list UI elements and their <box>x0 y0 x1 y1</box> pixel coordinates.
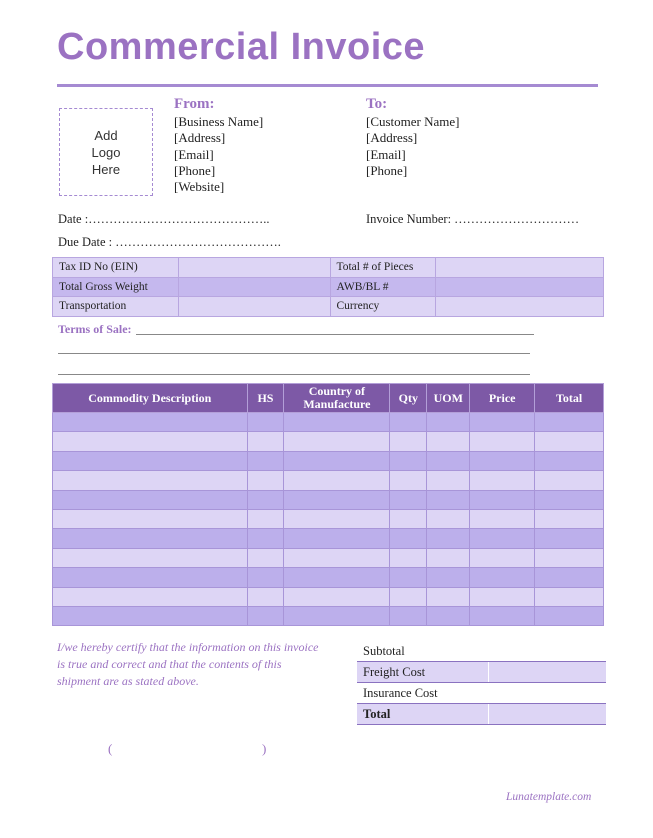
col-price: Price <box>470 384 535 413</box>
table-row <box>53 587 604 606</box>
cell-hs[interactable] <box>247 490 284 509</box>
table-row <box>53 568 604 587</box>
logo-placeholder[interactable] <box>59 108 153 196</box>
invoice-number-field[interactable]: Invoice Number: ………………………… <box>366 212 580 226</box>
cell-description[interactable] <box>53 606 248 625</box>
col-qty: Qty <box>390 384 427 413</box>
cell-country[interactable] <box>284 606 390 625</box>
cell-total[interactable] <box>535 548 604 567</box>
cell-total[interactable] <box>535 490 604 509</box>
cell-hs[interactable] <box>247 432 284 451</box>
cell-price[interactable] <box>470 451 535 470</box>
to-heading: To: <box>366 96 388 112</box>
total-row <box>357 704 606 725</box>
cell-qty[interactable] <box>390 548 427 567</box>
gross-weight-label: Total Gross Weight <box>53 277 179 297</box>
from-address[interactable]: [Address] <box>174 130 226 146</box>
cell-uom[interactable] <box>427 471 470 490</box>
cell-country[interactable] <box>284 587 390 606</box>
to-phone[interactable]: [Phone] <box>366 162 408 178</box>
table-row <box>53 529 604 548</box>
cell-uom[interactable] <box>427 509 470 528</box>
signature-paren-open: ( <box>108 741 113 756</box>
signature-paren-close: ) <box>262 741 267 756</box>
cell-total[interactable] <box>535 606 604 625</box>
cell-total[interactable] <box>535 587 604 606</box>
cell-uom[interactable] <box>427 587 470 606</box>
terms-of-sale-label: Terms of Sale: <box>58 322 132 336</box>
total-value[interactable] <box>488 704 606 725</box>
cell-country[interactable] <box>284 451 390 470</box>
cell-qty[interactable] <box>390 529 427 548</box>
cell-description[interactable] <box>53 451 248 470</box>
awb-bl-input[interactable] <box>436 277 604 297</box>
to-email[interactable]: [Email] <box>366 146 406 162</box>
terms-line-3[interactable] <box>58 374 530 375</box>
from-email[interactable]: [Email] <box>174 146 214 162</box>
currency-input[interactable] <box>436 297 604 317</box>
cell-country[interactable] <box>284 413 390 432</box>
cell-description[interactable] <box>53 568 248 587</box>
to-address[interactable]: [Address] <box>366 130 418 146</box>
from-heading: From: <box>174 96 215 112</box>
cell-uom[interactable] <box>427 490 470 509</box>
cell-hs[interactable] <box>247 568 284 587</box>
awb-bl-label: AWB/BL # <box>330 277 436 297</box>
cell-country[interactable] <box>284 509 390 528</box>
commodity-header-row <box>53 384 604 413</box>
certification-statement: I/we hereby certify that the information on this invoice is true and correct and that the contents of this shipment are as stated above. <box>57 640 319 688</box>
due-date-field[interactable]: Due Date : …………………………………. <box>58 235 281 249</box>
subtotal-row <box>357 641 606 662</box>
total-pieces-input[interactable] <box>436 258 604 278</box>
cell-qty[interactable] <box>390 568 427 587</box>
cell-uom[interactable] <box>427 606 470 625</box>
table-row <box>53 606 604 625</box>
cell-price[interactable] <box>470 471 535 490</box>
cell-price[interactable] <box>470 606 535 625</box>
col-commodity-description: Commodity Description <box>53 384 248 413</box>
cell-uom[interactable] <box>427 432 470 451</box>
terms-line-2[interactable] <box>58 353 530 354</box>
to-address-block <box>366 114 460 179</box>
cell-qty[interactable] <box>390 606 427 625</box>
transportation-input[interactable] <box>178 297 330 317</box>
cell-hs[interactable] <box>247 471 284 490</box>
cell-total[interactable] <box>535 529 604 548</box>
tax-id-input[interactable] <box>178 258 330 278</box>
cell-price[interactable] <box>470 509 535 528</box>
info-row <box>53 258 604 278</box>
cell-price[interactable] <box>470 568 535 587</box>
commodity-table <box>52 383 604 626</box>
insurance-cost-value[interactable] <box>488 683 606 704</box>
cell-price[interactable] <box>470 529 535 548</box>
terms-line-1[interactable] <box>136 334 534 335</box>
cell-qty[interactable] <box>390 490 427 509</box>
total-label: Total <box>357 704 488 725</box>
cell-price[interactable] <box>470 587 535 606</box>
table-row <box>53 509 604 528</box>
freight-cost-row <box>357 662 606 683</box>
cell-country[interactable] <box>284 568 390 587</box>
cell-price[interactable] <box>470 413 535 432</box>
cell-uom[interactable] <box>427 529 470 548</box>
cell-description[interactable] <box>53 471 248 490</box>
table-row <box>53 451 604 470</box>
cell-description[interactable] <box>53 509 248 528</box>
cell-price[interactable] <box>470 548 535 567</box>
transportation-label: Transportation <box>53 297 179 317</box>
cell-country[interactable] <box>284 432 390 451</box>
cell-country[interactable] <box>284 548 390 567</box>
logo-placeholder-text: Add Logo Here <box>91 127 121 177</box>
table-row <box>53 471 604 490</box>
cell-qty[interactable] <box>390 451 427 470</box>
subtotal-value[interactable] <box>488 641 606 662</box>
total-pieces-label: Total # of Pieces <box>330 258 436 278</box>
cell-hs[interactable] <box>247 529 284 548</box>
info-row <box>53 277 604 297</box>
commodity-rows <box>53 413 604 626</box>
cell-price[interactable] <box>470 432 535 451</box>
cell-hs[interactable] <box>247 451 284 470</box>
date-field[interactable]: Date :…………………………………….. <box>58 212 270 226</box>
cell-description[interactable] <box>53 432 248 451</box>
cell-qty[interactable] <box>390 471 427 490</box>
insurance-cost-label: Insurance Cost <box>357 683 488 704</box>
to-customer-name[interactable]: [Customer Name] <box>366 114 460 129</box>
cell-total[interactable] <box>535 451 604 470</box>
cell-uom[interactable] <box>427 451 470 470</box>
subtotal-label: Subtotal <box>357 641 488 662</box>
footer-credit[interactable]: Lunatemplate.com <box>506 791 592 803</box>
cell-qty[interactable] <box>390 413 427 432</box>
table-row <box>53 490 604 509</box>
col-uom: UOM <box>427 384 470 413</box>
from-address-block <box>174 114 263 195</box>
cell-qty[interactable] <box>390 432 427 451</box>
cell-hs[interactable] <box>247 587 284 606</box>
cell-description[interactable] <box>53 548 248 567</box>
cell-uom[interactable] <box>427 568 470 587</box>
cell-hs[interactable] <box>247 509 284 528</box>
cell-total[interactable] <box>535 432 604 451</box>
cell-uom[interactable] <box>427 413 470 432</box>
totals-table <box>357 641 606 725</box>
from-business-name[interactable]: [Business Name] <box>174 114 264 129</box>
cell-hs[interactable] <box>247 548 284 567</box>
info-row <box>53 297 604 317</box>
col-hs: HS <box>247 384 284 413</box>
tax-id-label: Tax ID No (EIN) <box>53 258 179 278</box>
table-row <box>53 413 604 432</box>
from-website[interactable]: [Website] <box>174 179 225 195</box>
shipment-info-table <box>52 257 604 317</box>
cell-hs[interactable] <box>247 413 284 432</box>
cell-qty[interactable] <box>390 587 427 606</box>
cell-country[interactable] <box>284 529 390 548</box>
col-total: Total <box>535 384 604 413</box>
cell-total[interactable] <box>535 413 604 432</box>
from-phone[interactable]: [Phone] <box>174 162 216 178</box>
cell-price[interactable] <box>470 490 535 509</box>
cell-description[interactable] <box>53 587 248 606</box>
currency-label: Currency <box>330 297 436 317</box>
cell-total[interactable] <box>535 568 604 587</box>
freight-cost-value[interactable] <box>488 662 606 683</box>
freight-cost-label: Freight Cost <box>357 662 488 683</box>
cell-description[interactable] <box>53 413 248 432</box>
cell-country[interactable] <box>284 471 390 490</box>
title-divider <box>57 84 598 87</box>
table-row <box>53 432 604 451</box>
col-country-of-manufacture: Country of Manufacture <box>284 384 390 413</box>
insurance-cost-row <box>357 683 606 704</box>
cell-qty[interactable] <box>390 509 427 528</box>
gross-weight-input[interactable] <box>178 277 330 297</box>
cell-hs[interactable] <box>247 606 284 625</box>
cell-description[interactable] <box>53 529 248 548</box>
cell-total[interactable] <box>535 509 604 528</box>
cell-country[interactable] <box>284 490 390 509</box>
cell-total[interactable] <box>535 471 604 490</box>
table-row <box>53 548 604 567</box>
invoice-title: Commercial Invoice <box>57 26 426 68</box>
cell-uom[interactable] <box>427 548 470 567</box>
cell-description[interactable] <box>53 490 248 509</box>
